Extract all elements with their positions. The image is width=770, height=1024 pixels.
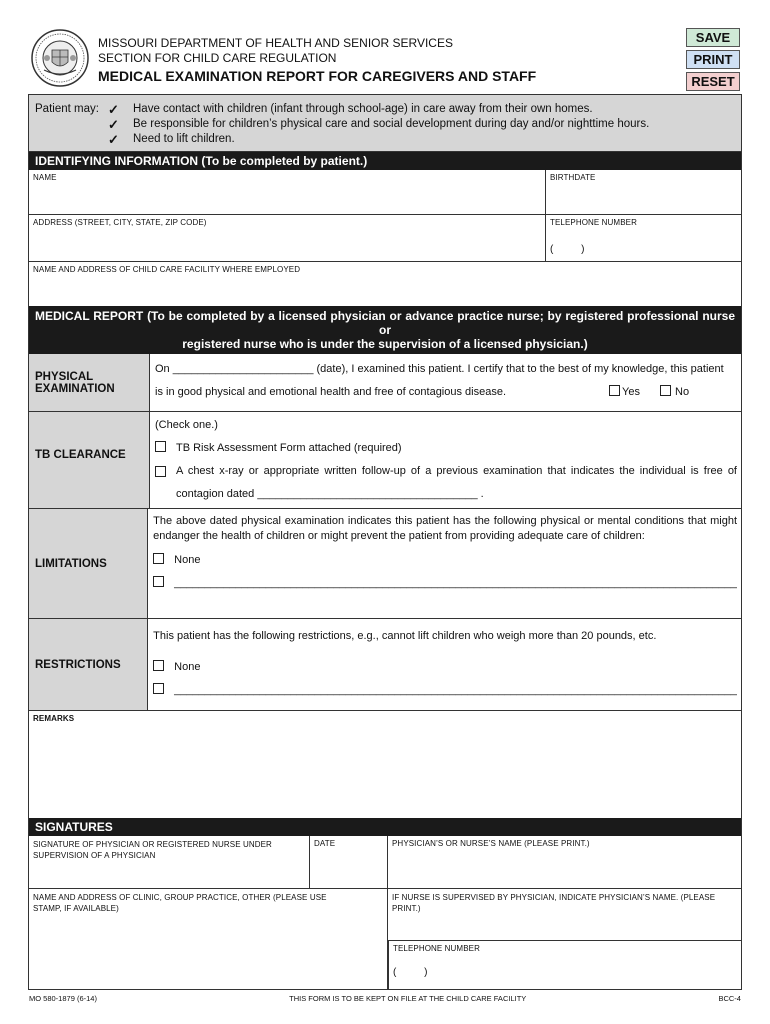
medical-report-heading [29, 306, 741, 354]
save-button[interactable]: SAVE [686, 28, 740, 47]
physical-exam-body [150, 354, 741, 411]
name-label: NAME [33, 173, 57, 182]
patient-may-section [29, 95, 741, 152]
list-item-text: Be responsible for children’s physical care and social development during day and/or nighttime hours. [133, 118, 650, 130]
tb-contagion-date[interactable]: contagion dated ____________________________________ . [176, 488, 484, 500]
sig-telephone-label: TELEPHONE NUMBER [393, 944, 480, 953]
signature-field[interactable] [29, 836, 309, 888]
limitations-text: The above dated physical examination indicates this patient has the following physical or mental conditions that might [153, 515, 737, 527]
checkmark-icon: ✓ [108, 102, 119, 117]
header-text [98, 36, 536, 85]
clinic-label: NAME AND ADDRESS OF CLINIC, GROUP PRACTICE, OTHER (PLEASE USE STAMP, IF AVAILABLE) [33, 893, 327, 913]
restrictions-label: RESTRICTIONS [29, 619, 148, 710]
printed-name-field[interactable] [387, 836, 741, 888]
tb-risk-label: TB Risk Assessment Form attached (required) [176, 442, 402, 454]
list-item [108, 132, 649, 147]
patient-may-label: Patient may: [35, 103, 99, 115]
limitations-body [148, 509, 741, 618]
clinic-field[interactable] [29, 889, 387, 989]
form-number: MO 580-1879 (6-14) [29, 994, 97, 1003]
missouri-state-seal-icon [30, 28, 90, 88]
list-item [108, 117, 649, 132]
form-code: BCC-4 [718, 994, 741, 1003]
address-row [29, 215, 741, 262]
restrictions-section [29, 618, 741, 710]
footer-note: THIS FORM IS TO BE KEPT ON FILE AT THE CHILD CARE FACILITY [289, 994, 527, 1003]
health-status-line [155, 381, 737, 404]
remarks-label: REMARKS [33, 714, 75, 723]
address-label: ADDRESS (STREET, CITY, STATE, ZIP CODE) [33, 218, 207, 227]
limitations-section [29, 508, 741, 618]
telephone-label: TELEPHONE NUMBER [550, 218, 637, 227]
limitations-other-checkbox[interactable] [153, 576, 164, 587]
restrictions-none-label: None [174, 661, 201, 673]
restrictions-none-checkbox[interactable] [153, 660, 164, 671]
limitations-none-checkbox[interactable] [153, 553, 164, 564]
limitations-none-label: None [174, 554, 201, 566]
supervisor-column [387, 889, 741, 989]
no-checkbox[interactable] [660, 385, 671, 396]
birthdate-field[interactable] [545, 170, 741, 214]
tb-clearance-label: TB CLEARANCE [29, 412, 150, 508]
section-name: SECTION FOR CHILD CARE REGULATION [98, 51, 337, 65]
tb-xray-label: A chest x-ray or appropriate written follow-up of a previous examination that indicates the individual is free of [176, 465, 737, 477]
address-field[interactable] [29, 215, 545, 261]
sig-telephone-field[interactable] [388, 941, 741, 989]
form-page [28, 28, 742, 1003]
yes-checkbox[interactable] [609, 385, 620, 396]
restrictions-none-option [153, 656, 737, 679]
list-item-text: Have contact with children (infant through school-age) in care away from their own homes. [133, 103, 593, 115]
date-label: DATE [314, 839, 336, 848]
patient-may-list [108, 102, 649, 147]
form-header [28, 28, 742, 92]
remarks-field[interactable] [29, 710, 741, 818]
identifying-heading: IDENTIFYING INFORMATION (To be completed by patient.) [29, 152, 741, 170]
tb-risk-checkbox[interactable] [155, 441, 166, 452]
limitations-other-blank[interactable]: ____________________________________________________________________________________________ [174, 577, 737, 589]
signature-label: SIGNATURE OF PHYSICIAN OR REGISTERED NURSE UNDER SUPERVISION OF A PHYSICIAN [33, 840, 272, 860]
reset-button[interactable]: RESET [686, 72, 740, 91]
birthdate-label: BIRTHDATE [550, 173, 596, 182]
yes-label: Yes [622, 386, 640, 398]
checkmark-icon: ✓ [108, 132, 119, 147]
date-field[interactable] [309, 836, 387, 888]
telephone-field[interactable] [545, 215, 741, 261]
name-row [29, 170, 741, 215]
physical-exam-label: PHYSICAL EXAMINATION [29, 354, 150, 411]
limitations-other-option [153, 572, 737, 595]
signatures-heading: SIGNATURES [29, 818, 741, 836]
physical-exam-section [29, 354, 741, 411]
medical-report-heading-line1: MEDICAL REPORT (To be completed by a licensed physician or advance practice nurse; by registered professional nurse or [35, 309, 735, 337]
restrictions-other-option [153, 679, 737, 702]
facility-field[interactable] [29, 262, 741, 306]
restrictions-text: This patient has the following restrictions, e.g., cannot lift children who weigh more than 20 pounds, etc. [153, 630, 657, 642]
exam-date-line[interactable]: On _______________________ (date), I examined this patient. I certify that to the best of my knowledge, this patient [155, 363, 724, 375]
restrictions-other-checkbox[interactable] [153, 683, 164, 694]
name-field[interactable] [29, 170, 545, 214]
health-status-text: is in good physical and emotional health and free of contagious disease. [155, 386, 507, 398]
tb-clearance-body [150, 412, 741, 508]
sig-phone-format: ( ) [393, 967, 428, 978]
limitations-label: LIMITATIONS [29, 509, 148, 618]
clinic-row [29, 889, 741, 989]
limitations-none-option [153, 549, 737, 572]
form-title: MEDICAL EXAMINATION REPORT FOR CAREGIVERS AND STAFF [98, 68, 537, 84]
tb-clearance-section [29, 411, 741, 508]
phone-format: ( ) [550, 244, 585, 255]
tb-check-one: (Check one.) [155, 419, 218, 431]
restrictions-body [148, 619, 741, 710]
tb-option-risk-assessment [155, 437, 737, 460]
yes-option [609, 381, 640, 404]
facility-label: NAME AND ADDRESS OF CHILD CARE FACILITY WHERE EMPLOYED [33, 265, 301, 274]
form-footer [28, 994, 742, 1003]
restrictions-other-blank[interactable]: ____________________________________________________________________________________________ [174, 684, 737, 696]
department-name: MISSOURI DEPARTMENT OF HEALTH AND SENIOR SERVICES [98, 36, 453, 50]
printed-name-label: PHYSICIAN’S OR NURSE’S NAME (PLEASE PRINT.) [392, 839, 590, 848]
list-item-text: Need to lift children. [133, 133, 235, 145]
supervising-physician-field[interactable] [388, 889, 741, 941]
tb-xray-checkbox[interactable] [155, 466, 166, 477]
form-body [28, 94, 742, 990]
checkmark-icon: ✓ [108, 117, 119, 132]
signature-row [29, 836, 741, 889]
no-option [660, 381, 689, 404]
medical-report-heading-line2: registered nurse who is under the supervision of a licensed physician.) [182, 337, 588, 351]
tb-option-xray [155, 460, 737, 483]
limitations-text-2: endanger the health of children or might prevent the patient from providing adequate care of children: [153, 530, 645, 542]
supervising-physician-label: IF NURSE IS SUPERVISED BY PHYSICIAN, INDICATE PHYSICIAN’S NAME. (PLEASE PRINT.) [392, 893, 716, 913]
no-label: No [675, 386, 690, 398]
print-button[interactable]: PRINT [686, 50, 740, 69]
list-item [108, 102, 649, 117]
